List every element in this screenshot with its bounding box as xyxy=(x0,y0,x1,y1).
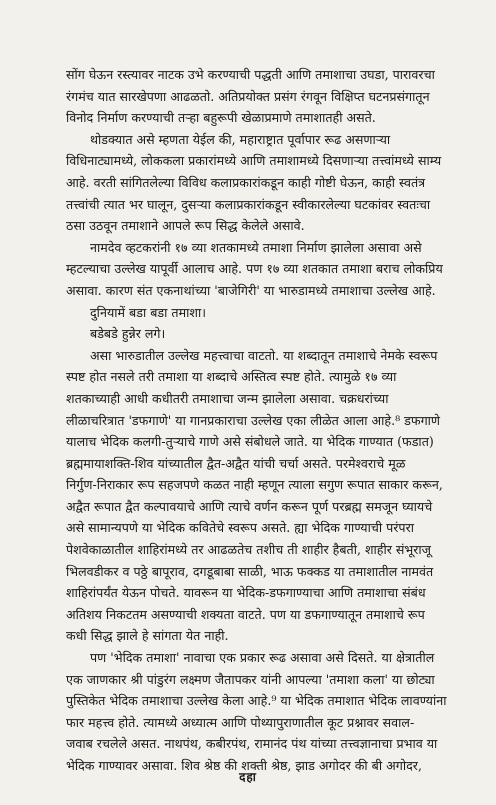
text-line: भिलवडीकर व पठ्ठे बापूराव, दगडूबाबा साळी, भाऊ फक्कड या तमाशातील नामवंत xyxy=(66,563,434,579)
text-line: जवाब रचलेले असत. नाथपंथ, कबीरपंथ, रामानंद पंथ यांच्या तत्त्वज्ञानाचा प्रभाव या xyxy=(66,736,438,752)
paragraph-1 xyxy=(66,64,450,129)
text-line: कधी सिद्ध झाले हे सांगता येत नाही. xyxy=(66,628,229,644)
text-line: विधिनाट्यामध्ये, लोककला प्रकारांमध्ये आणि तमाशामध्ये दिसणाऱ्या तत्त्वांमध्ये साम्य xyxy=(66,153,442,169)
text-line: असे सामान्यपणे या भेदिक कवितेचे स्वरूप असते. ह्या भेदिक गाण्याची परंपरा xyxy=(66,520,414,536)
text-line: एक जाणकार श्री पांडुरंग लक्ष्मण जैतापकर यांनी आपल्या 'तमाशा कला' या छोट्या xyxy=(66,671,435,687)
paragraph-3 xyxy=(66,237,450,302)
text-line: सोंग घेऊन रस्त्यावर नाटक उभे करण्याची पद्धती आणि तमाशाचा उघडा, पारावरचा xyxy=(66,67,435,82)
quoted-verse xyxy=(66,302,450,345)
verse-line: दुनियामें बडा बडा तमाशा। xyxy=(90,304,206,320)
text-line: नामदेव व्हटकरांनी १७ व्या शतकामध्ये तमाशा निर्माण झालेला असावा असे xyxy=(90,239,422,255)
text-line: थोडक्यात असे म्हणता येईल की, महाराष्ट्रात पूर्वापार रूढ असणाऱ्या xyxy=(90,131,391,147)
text-line: आहे. वरती सांगितलेल्या विविध कलाप्रकारांकडून काही गोष्टी घेऊन, काही स्वतंत्र xyxy=(66,174,426,190)
text-line: पुस्तिकेत भेदिक तमाशाचा उल्लेख केला आहे.⁹ या भेदिक तमाशात भेदिक लावण्यांना xyxy=(66,693,447,709)
paragraph-4 xyxy=(66,345,450,647)
text-line: यालाच भेदिक कलगी-तुऱ्याचे गाणे असे संबोधले जाते. या भेदिक गाण्यात (फडात) xyxy=(66,434,434,450)
paragraph-2 xyxy=(66,129,450,237)
text-line: पेशवेकाळातील शाहिरांमध्ये तर आढळतेच तशीच ती शाहीर हैबती, शाहीर संभूराजू xyxy=(66,542,432,558)
text-line: असा भारुडातील उल्लेख महत्त्वाचा वाटतो. या शब्दातून तमाशाचे नेमके स्वरूप xyxy=(90,347,438,363)
text-line: लीळाचरित्रात 'डफगाणे' या गानप्रकाराचा उल्लेख एका लीळेत आला आहे.⁸ डफगाणे xyxy=(66,412,441,428)
text-line: निर्गुण-निराकार रूप सहजपणे कळत नाही म्हणून त्याला सगुण रूपात साकार करून, xyxy=(66,477,443,493)
text-line: ब्रह्ममायाशक्ति-शिव यांच्यातील द्वैत-अद्वैत यांची चर्चा असते. परमेश्वराचे मूळ xyxy=(66,455,406,471)
text-line: म्हटल्याचा उल्लेख यापूर्वी आलाच आहे. पण १७ व्या शतकात तमाशा बराच लोकप्रिय xyxy=(66,261,443,277)
text-line: पण 'भेदिक तमाशा' नावाचा एक प्रकार रूढ असावा असे दिसते. या क्षेत्रातील xyxy=(90,650,435,666)
text-line: विनोद निर्माण करण्याची तऱ्हा बहुरूपी खेळाप्रमाणे तमाशातही असते. xyxy=(66,110,376,126)
paragraph-5 xyxy=(66,647,450,777)
text-line: अद्वैत रूपात द्वैत कल्पावयाचे आणि त्याचे वर्णन करून पूर्ण परब्रह्म समजून घ्यायचे xyxy=(66,498,433,514)
text-line: शतकाच्याही आधी कधीतरी तमाशाचा जन्म झालेला असावा. चक्रधरांच्या xyxy=(66,390,389,406)
text-line: असावा. कारण संत एकनाथांच्या 'बाजेगिरी' या भारुडामध्ये तमाशाचा उल्लेख आहे. xyxy=(66,282,436,298)
text-line: ठसा उठवून तमाशाने आपले रूप सिद्ध केलेले असावे. xyxy=(66,218,305,234)
text-line: रंगमंच यात सारखेपणा आढळतो. अतिप्रयोक्त प्रसंग रंगवून विक्षिप्त घटनप्रसंगातून xyxy=(66,88,430,104)
text-line: स्पष्ट होत नसले तरी तमाशा या शब्दाचे अस्तित्व स्पष्ट होते. त्यामुळे १७ व्या xyxy=(66,369,397,385)
page-number: दहा xyxy=(239,770,257,784)
text-line: फार महत्त्व होते. त्यामध्ये अध्यात्म आणि पोथ्यापुराणातील कूट प्रश्नावर सवाल- xyxy=(66,714,415,730)
text-line: तत्त्वांची त्यात भर घालून, दुसऱ्या कलाप्रकारांकडून स्वीकारलेल्या घटकांवर स्वतःचा xyxy=(66,196,431,212)
verse-line: बडेबडे हुन्नेर लगे। xyxy=(90,326,166,342)
text-line: अतिशय निकटतम असण्याची शक्यता वाटते. पण या डफगाण्यातून तमाशाचे रूप xyxy=(66,606,425,622)
text-line: भेदिक गाण्यावर असावा. शिव श्रेष्ठ की शक्ती श्रेष्ठ, झाड अगोदर की बी अगोदर, xyxy=(66,758,422,773)
text-line: शाहिरांपर्यंत येऊन पोचते. यावरून या भेदिक-डफगाण्याचा आणि तमाशाचा संबंध xyxy=(66,585,426,601)
